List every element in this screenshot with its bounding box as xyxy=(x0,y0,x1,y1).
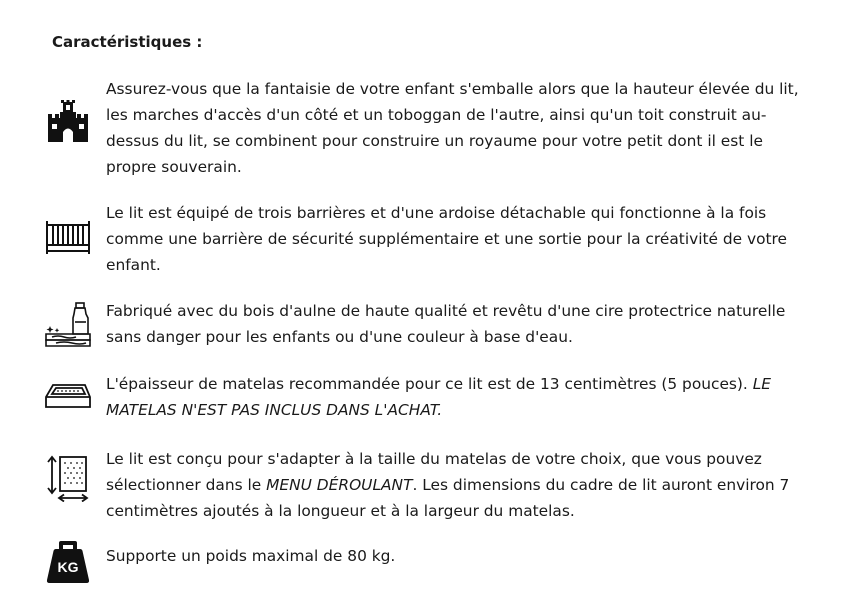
feature-item-dimensions xyxy=(44,446,824,526)
feature-item-mattress xyxy=(44,371,824,427)
mattress-icon xyxy=(44,373,92,421)
feature-text-regular: L'épaisseur de matelas recommandée pour ce lit est de 13 centimètres (5 pouces). xyxy=(106,375,753,393)
feature-text: Le lit est équipé de trois barrières et d'une ardoise détachable qui fonctionne à la fois comme une barrière de sécurité supplémentaire et une sortie pour la créativité de votre enfant. xyxy=(106,204,788,274)
feature-text-regular: Le lit est conçu pour s'adapter à la taille du matelas de votre choix, que vous pouvez sélectionner dans le xyxy=(106,450,762,494)
mattress-dimensions-icon xyxy=(44,454,92,502)
feature-text xyxy=(106,371,816,423)
weight-kg-icon xyxy=(44,537,92,585)
feature-text-regular: . Les dimensions du cadre de lit auront environ 7 centimètres ajoutés à la longueur et à la largeur du matelas. xyxy=(106,476,790,520)
feature-text: Supporte un poids maximal de 80 kg. xyxy=(106,547,396,565)
crib-railing-icon xyxy=(44,212,92,260)
page-heading: Caractéristiques : xyxy=(52,33,203,51)
feature-item-railing xyxy=(44,200,824,280)
weight-kg-label: KG xyxy=(57,559,79,575)
feature-item-weight xyxy=(44,543,824,591)
wood-varnish-icon xyxy=(44,300,92,348)
castle-icon xyxy=(44,98,92,146)
feature-text: Fabriqué avec du bois d'aulne de haute qualité et revêtu d'une cire protectrice naturelle sans danger pour les enfants ou d'une couleur à base d'eau. xyxy=(106,302,786,346)
feature-item-castle xyxy=(44,76,824,180)
feature-text-italic: LE MATELAS N'EST PAS INCLUS DANS L'ACHAT. xyxy=(106,375,772,419)
feature-text-italic: MENU DÉROULANT xyxy=(266,476,413,494)
feature-item-wood xyxy=(44,298,824,354)
feature-text: Assurez-vous que la fantaisie de votre enfant s'emballe alors que la hauteur élevée du lit, les marches d'accès d'un côté et un toboggan de l'autre, ainsi qu'un toit construit au-dessus du lit, se combinent pour construire un royaume pour votre petit dont il est le propre souverain. xyxy=(106,80,799,176)
feature-text xyxy=(106,446,816,524)
